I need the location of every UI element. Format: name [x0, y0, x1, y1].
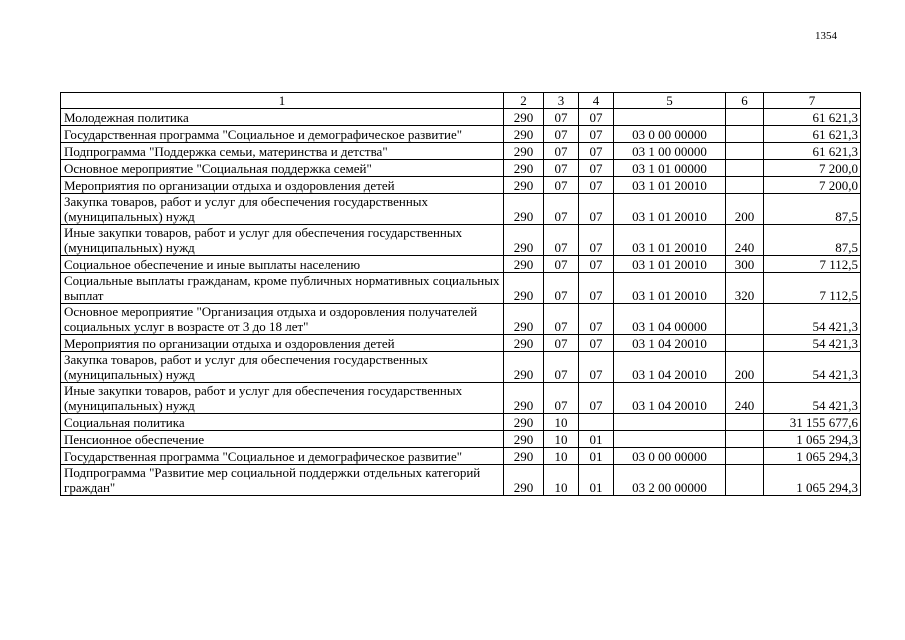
admin-code-cell: 290: [504, 143, 544, 160]
target-article-cell: 03 1 04 20010: [614, 383, 726, 414]
item-name-cell: Мероприятия по организации отдыха и оздоровления детей: [61, 177, 504, 194]
target-article-cell: 03 1 01 20010: [614, 273, 726, 304]
table-row: [61, 109, 861, 126]
expense-type-cell: 240: [726, 225, 764, 256]
expense-type-cell: 200: [726, 194, 764, 225]
header-cell-1: 1: [61, 93, 504, 109]
admin-code-cell: 290: [504, 160, 544, 177]
expense-type-cell: [726, 414, 764, 431]
section-cell: 07: [544, 160, 579, 177]
section-cell: 07: [544, 383, 579, 414]
subsection-cell: 01: [579, 465, 614, 496]
item-name-cell: Подпрограмма "Развитие мер социальной поддержки отдельных категорий граждан": [61, 465, 504, 496]
subsection-cell: 07: [579, 273, 614, 304]
admin-code-cell: 290: [504, 194, 544, 225]
table-row: [61, 160, 861, 177]
table-row: [61, 465, 861, 496]
admin-code-cell: 290: [504, 256, 544, 273]
section-cell: 07: [544, 126, 579, 143]
item-name-cell: Закупка товаров, работ и услуг для обеспечения государственных (муниципальных) нужд: [61, 352, 504, 383]
section-cell: 07: [544, 177, 579, 194]
amount-cell: 31 155 677,6: [764, 414, 861, 431]
subsection-cell: 07: [579, 383, 614, 414]
table-row: [61, 194, 861, 225]
page-number: 1354: [815, 30, 837, 42]
item-name-cell: Закупка товаров, работ и услуг для обеспечения государственных (муниципальных) нужд: [61, 194, 504, 225]
table-header-row: [61, 93, 861, 109]
expense-type-cell: [726, 465, 764, 496]
table-row: [61, 431, 861, 448]
section-cell: 07: [544, 109, 579, 126]
section-cell: 07: [544, 256, 579, 273]
table-row: [61, 414, 861, 431]
target-article-cell: 03 1 04 20010: [614, 335, 726, 352]
item-name-cell: Иные закупки товаров, работ и услуг для обеспечения государственных (муниципальных) нужд: [61, 225, 504, 256]
subsection-cell: 01: [579, 448, 614, 465]
target-article-cell: 03 0 00 00000: [614, 448, 726, 465]
header-cell-2: 2: [504, 93, 544, 109]
admin-code-cell: 290: [504, 448, 544, 465]
expense-type-cell: [726, 126, 764, 143]
expense-type-cell: [726, 431, 764, 448]
target-article-cell: 03 1 01 20010: [614, 225, 726, 256]
subsection-cell: 07: [579, 304, 614, 335]
header-cell-5: 5: [614, 93, 726, 109]
expense-type-cell: [726, 304, 764, 335]
admin-code-cell: 290: [504, 177, 544, 194]
expense-type-cell: [726, 177, 764, 194]
item-name-cell: Молодежная политика: [61, 109, 504, 126]
subsection-cell: 07: [579, 194, 614, 225]
admin-code-cell: 290: [504, 383, 544, 414]
item-name-cell: Государственная программа "Социальное и демографическое развитие": [61, 448, 504, 465]
section-cell: 07: [544, 304, 579, 335]
table-row: [61, 177, 861, 194]
section-cell: 07: [544, 335, 579, 352]
target-article-cell: 03 1 01 20010: [614, 177, 726, 194]
item-name-cell: Пенсионное обеспечение: [61, 431, 504, 448]
table-body: [61, 109, 861, 496]
budget-table: [60, 92, 861, 496]
expense-type-cell: 300: [726, 256, 764, 273]
admin-code-cell: 290: [504, 431, 544, 448]
expense-type-cell: 240: [726, 383, 764, 414]
amount-cell: 87,5: [764, 194, 861, 225]
section-cell: 07: [544, 273, 579, 304]
section-cell: 07: [544, 194, 579, 225]
target-article-cell: 03 2 00 00000: [614, 465, 726, 496]
target-article-cell: 03 1 04 00000: [614, 304, 726, 335]
subsection-cell: [579, 414, 614, 431]
header-cell-3: 3: [544, 93, 579, 109]
subsection-cell: 07: [579, 143, 614, 160]
item-name-cell: Государственная программа "Социальное и демографическое развитие": [61, 126, 504, 143]
target-article-cell: 03 1 01 00000: [614, 160, 726, 177]
amount-cell: 7 112,5: [764, 256, 861, 273]
table-row: [61, 383, 861, 414]
subsection-cell: 07: [579, 160, 614, 177]
subsection-cell: 07: [579, 335, 614, 352]
amount-cell: 54 421,3: [764, 383, 861, 414]
item-name-cell: Социальное обеспечение и иные выплаты населению: [61, 256, 504, 273]
admin-code-cell: 290: [504, 465, 544, 496]
expense-type-cell: [726, 160, 764, 177]
admin-code-cell: 290: [504, 225, 544, 256]
admin-code-cell: 290: [504, 352, 544, 383]
admin-code-cell: 290: [504, 273, 544, 304]
admin-code-cell: 290: [504, 414, 544, 431]
subsection-cell: 07: [579, 256, 614, 273]
table-row: [61, 256, 861, 273]
target-article-cell: [614, 414, 726, 431]
item-name-cell: Иные закупки товаров, работ и услуг для обеспечения государственных (муниципальных) нужд: [61, 383, 504, 414]
table-row: [61, 304, 861, 335]
admin-code-cell: 290: [504, 335, 544, 352]
table-row: [61, 448, 861, 465]
section-cell: 07: [544, 352, 579, 383]
subsection-cell: 07: [579, 352, 614, 383]
amount-cell: 7 200,0: [764, 160, 861, 177]
target-article-cell: 03 1 01 20010: [614, 256, 726, 273]
table-row: [61, 143, 861, 160]
amount-cell: 61 621,3: [764, 143, 861, 160]
item-name-cell: Мероприятия по организации отдыха и оздоровления детей: [61, 335, 504, 352]
section-cell: 10: [544, 431, 579, 448]
target-article-cell: 03 1 04 20010: [614, 352, 726, 383]
target-article-cell: [614, 109, 726, 126]
item-name-cell: Основное мероприятие "Организация отдыха и оздоровления получателей социальных услуг в возрасте от 3 до 18 лет": [61, 304, 504, 335]
header-cell-7: 7: [764, 93, 861, 109]
table-row: [61, 225, 861, 256]
section-cell: 10: [544, 465, 579, 496]
table-row: [61, 126, 861, 143]
amount-cell: 7 200,0: [764, 177, 861, 194]
amount-cell: 1 065 294,3: [764, 465, 861, 496]
expense-type-cell: [726, 335, 764, 352]
table-row: [61, 352, 861, 383]
subsection-cell: 07: [579, 225, 614, 256]
section-cell: 07: [544, 143, 579, 160]
amount-cell: 1 065 294,3: [764, 448, 861, 465]
amount-cell: 54 421,3: [764, 335, 861, 352]
expense-type-cell: 200: [726, 352, 764, 383]
header-cell-6: 6: [726, 93, 764, 109]
item-name-cell: Основное мероприятие "Социальная поддержка семей": [61, 160, 504, 177]
amount-cell: 61 621,3: [764, 126, 861, 143]
subsection-cell: 07: [579, 177, 614, 194]
amount-cell: 7 112,5: [764, 273, 861, 304]
section-cell: 10: [544, 414, 579, 431]
table-row: [61, 273, 861, 304]
target-article-cell: 03 1 01 20010: [614, 194, 726, 225]
table-row: [61, 335, 861, 352]
target-article-cell: 03 1 00 00000: [614, 143, 726, 160]
target-article-cell: [614, 431, 726, 448]
amount-cell: 1 065 294,3: [764, 431, 861, 448]
subsection-cell: 07: [579, 109, 614, 126]
expense-type-cell: [726, 143, 764, 160]
expense-type-cell: [726, 109, 764, 126]
section-cell: 07: [544, 225, 579, 256]
item-name-cell: Подпрограмма "Поддержка семьи, материнства и детства": [61, 143, 504, 160]
section-cell: 10: [544, 448, 579, 465]
subsection-cell: 07: [579, 126, 614, 143]
amount-cell: 87,5: [764, 225, 861, 256]
amount-cell: 54 421,3: [764, 352, 861, 383]
subsection-cell: 01: [579, 431, 614, 448]
expense-type-cell: [726, 448, 764, 465]
admin-code-cell: 290: [504, 109, 544, 126]
item-name-cell: Социальная политика: [61, 414, 504, 431]
expense-type-cell: 320: [726, 273, 764, 304]
amount-cell: 54 421,3: [764, 304, 861, 335]
admin-code-cell: 290: [504, 126, 544, 143]
amount-cell: 61 621,3: [764, 109, 861, 126]
target-article-cell: 03 0 00 00000: [614, 126, 726, 143]
admin-code-cell: 290: [504, 304, 544, 335]
header-cell-4: 4: [579, 93, 614, 109]
item-name-cell: Социальные выплаты гражданам, кроме публичных нормативных социальных выплат: [61, 273, 504, 304]
